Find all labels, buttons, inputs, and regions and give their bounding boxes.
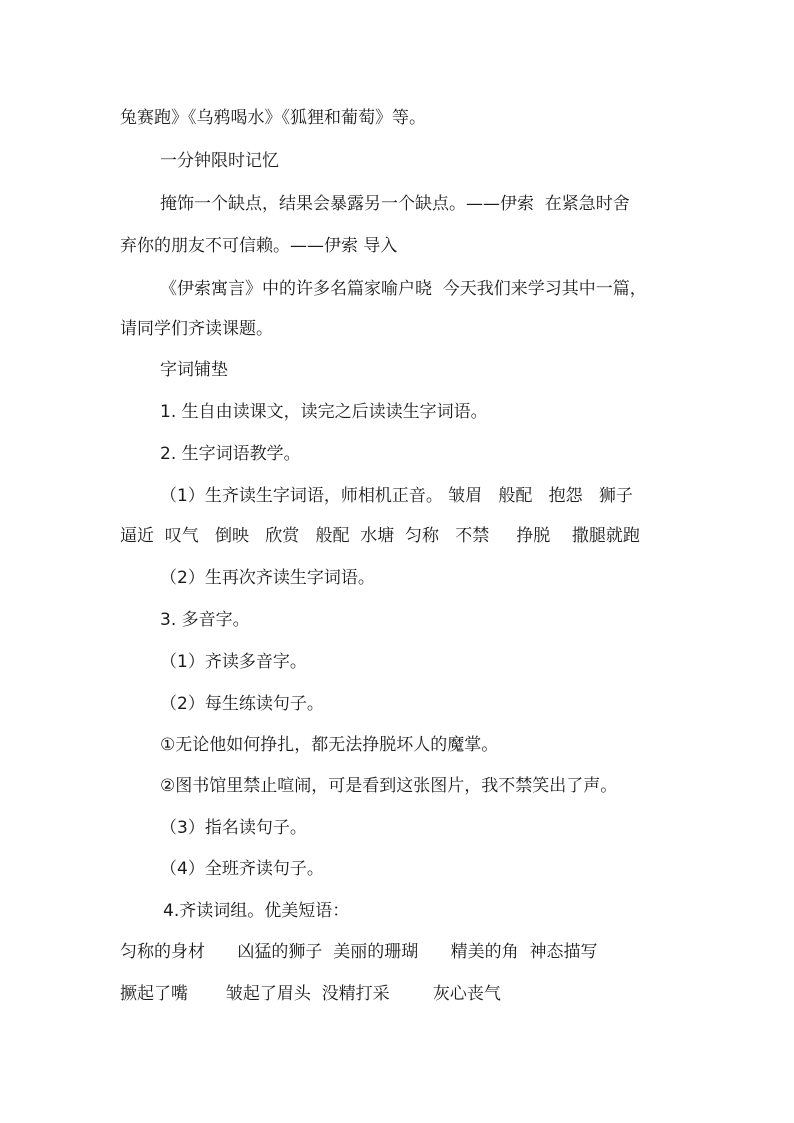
phrases-line-1: 匀称的身材 凶猛的狮子 美丽的珊瑚 精美的角 神态描写: [120, 942, 598, 962]
intro-line-2: 请同学们齐读课题。: [120, 319, 273, 339]
step-2-sub-2: （2）生再次齐读生字词语。: [160, 568, 375, 588]
vocabulary-words: 逼近 叹气 倒映 欣赏 般配 水塘 匀称 不禁 挣脱 撒腿就跑: [120, 526, 640, 546]
quote-line-1: 掩饰一个缺点，结果会暴露另一个缺点。——伊索 在紧急时舍: [160, 194, 630, 214]
step-3-sub-1: （1）齐读多音字。: [160, 652, 307, 672]
step-4: 4.齐读词组。优美短语：: [163, 901, 350, 921]
intro-line-1: 《伊索寓言》中的许多名篇家喻户晓 今天我们来学习其中一篇，: [160, 279, 647, 299]
step-3: 3. 多音字。: [160, 610, 250, 630]
step-3-sub-4: （4）全班齐读句子。: [160, 859, 324, 879]
example-sentence-1: ①无论他如何挣扎，都无法挣脱坏人的魔掌。: [160, 735, 499, 755]
text-line-continuation: 兔赛跑》《乌鸦喝水》《狐狸和葡萄》等。: [120, 108, 426, 128]
step-2-sub-1: （1）生齐读生字词语，师相机正音。 皱眉 般配 抱怨 狮子: [160, 486, 633, 506]
heading-one-minute-memory: 一分钟限时记忆: [160, 151, 279, 171]
heading-vocabulary: 字词铺垫: [160, 360, 228, 380]
quote-line-2: 弃你的朋友不可信赖。——伊索 导入: [120, 236, 398, 256]
step-3-sub-3: （3）指名读句子。: [160, 818, 307, 838]
step-1: 1. 生自由读课文，读完之后读读生字词语。: [160, 402, 488, 422]
step-3-sub-2: （2）每生练读句子。: [160, 694, 324, 714]
example-sentence-2: ②图书馆里禁止喧闹，可是看到这张图片，我不禁笑出了声。: [160, 776, 618, 796]
phrases-line-2: 撅起了嘴 皱起了眉头 没精打采 灰心丧气: [120, 984, 501, 1004]
step-2: 2. 生字词语教学。: [160, 444, 301, 464]
